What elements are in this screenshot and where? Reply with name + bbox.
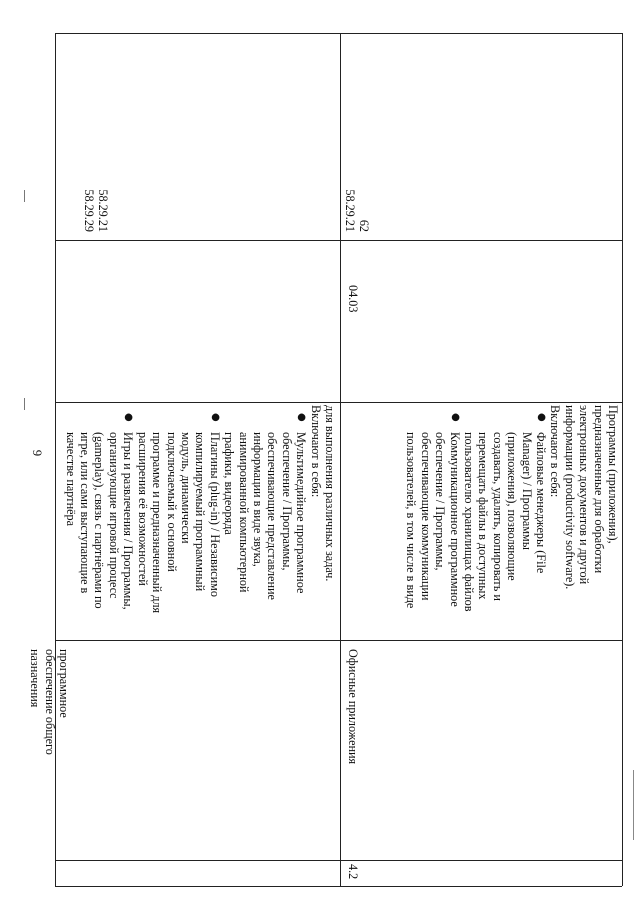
- column-separator-description: [55, 402, 622, 403]
- list-item-line: создавать, удалять, копировать и: [490, 432, 505, 601]
- row-separator: [340, 33, 341, 886]
- list-item-line: программе и предназначенный для: [150, 432, 165, 614]
- list-item-line: информации в виде звука,: [250, 432, 265, 567]
- list-item-line: Мультимедийное программное: [294, 432, 309, 594]
- list-item-line: пользователей, в том числе в виде: [404, 432, 419, 609]
- bullet-icon: ●: [449, 413, 461, 422]
- bullet-icon: ●: [296, 413, 308, 422]
- scan-artifact: [24, 398, 25, 410]
- list-item-line: игре, или сами выступающие в: [78, 432, 93, 594]
- list-item: [294, 405, 308, 637]
- scan-artifact: [633, 770, 634, 840]
- row-2-description: [404, 405, 620, 637]
- row-2-number: [346, 864, 360, 884]
- classification-code: 58.29.21: [342, 189, 357, 232]
- bullet-icon: ●: [123, 413, 135, 422]
- row-2-classification-codes: [342, 40, 371, 232]
- list-item-line: обеспечивающие коммуникации: [418, 432, 433, 601]
- list-item-line: обеспечивающие представление: [265, 432, 280, 600]
- list-item: [121, 405, 135, 637]
- list-item-line: расширения её возможностей: [135, 432, 150, 586]
- bullet-icon: ●: [209, 413, 221, 422]
- row-2-name: [346, 649, 360, 855]
- list-item-line: компилируемый программный: [193, 432, 208, 592]
- list-item-line: Плагины (plug-in) / Независимо: [207, 432, 222, 597]
- classification-code: 58.29.29: [81, 189, 96, 232]
- name-line: программное: [57, 649, 71, 718]
- scan-artifact: [24, 190, 25, 202]
- column-separator-codes: [55, 240, 622, 241]
- list-item-line: пользователю хранилищах файлов: [461, 432, 476, 612]
- list-item-line: организующие игровой процесс: [106, 432, 121, 599]
- description-line: Включают в себя:: [308, 405, 323, 498]
- list-item-line: модуль, динамически: [178, 432, 193, 544]
- list-item-line: Игры и развлечения / Программы,: [121, 432, 136, 610]
- description-line: электронных документов и другой: [577, 405, 592, 585]
- list-item-line: графики, видеоряда: [222, 432, 237, 535]
- row-1-classification-codes: [81, 40, 110, 232]
- row-1-description: [63, 405, 337, 637]
- name-line: Офисные приложения: [346, 649, 360, 765]
- list-item-line: анимированной компьютерной: [236, 432, 251, 593]
- table-edge-left: [55, 886, 622, 887]
- description-line: для выполнения различных задач.: [323, 405, 337, 582]
- row-number: 4.2: [346, 864, 360, 880]
- list-item-line: качестве партнёра: [63, 432, 78, 527]
- description-line: предназначенные для обработки: [591, 405, 606, 574]
- group-code: 04.03: [346, 285, 360, 313]
- bullet-icon: ●: [535, 413, 547, 422]
- row-2-group-code: [346, 285, 360, 325]
- name-line: обеспечение общего: [42, 649, 57, 755]
- list-item: [207, 405, 221, 637]
- row-1-name: [28, 649, 71, 855]
- classification-code: 62: [357, 219, 371, 232]
- description-line: Программы (приложения),: [606, 405, 620, 544]
- list-item-line: обеспечение / Программы,: [433, 432, 448, 571]
- list-item-line: обеспечение / Программы,: [279, 432, 294, 571]
- description-line: Включают в себя:: [548, 405, 563, 498]
- column-separator-number: [55, 860, 622, 861]
- list-item: [534, 405, 548, 637]
- table-edge-right: [55, 33, 622, 34]
- list-item-line: (gameplay), связь с партнёрами по: [92, 432, 107, 609]
- column-separator-name: [55, 640, 622, 641]
- list-item-line: Manager) / Программы: [519, 432, 534, 550]
- list-item-line: подключаемый к основной: [164, 432, 179, 572]
- classification-code: 58.29.21: [96, 189, 110, 232]
- list-item: [447, 405, 461, 637]
- list-item-line: перемещать файлы в доступных: [476, 432, 491, 600]
- list-item-line: (приложения), позволяющие: [505, 432, 520, 581]
- list-item-line: Коммуникационное программное: [447, 432, 462, 607]
- name-line: назначения: [28, 649, 43, 708]
- list-item-line: Файловые менеджеры (File: [533, 432, 548, 574]
- page-number: 9: [30, 449, 44, 457]
- table-border-bottom: [622, 33, 623, 886]
- description-line: информации (productivity software).: [562, 405, 577, 590]
